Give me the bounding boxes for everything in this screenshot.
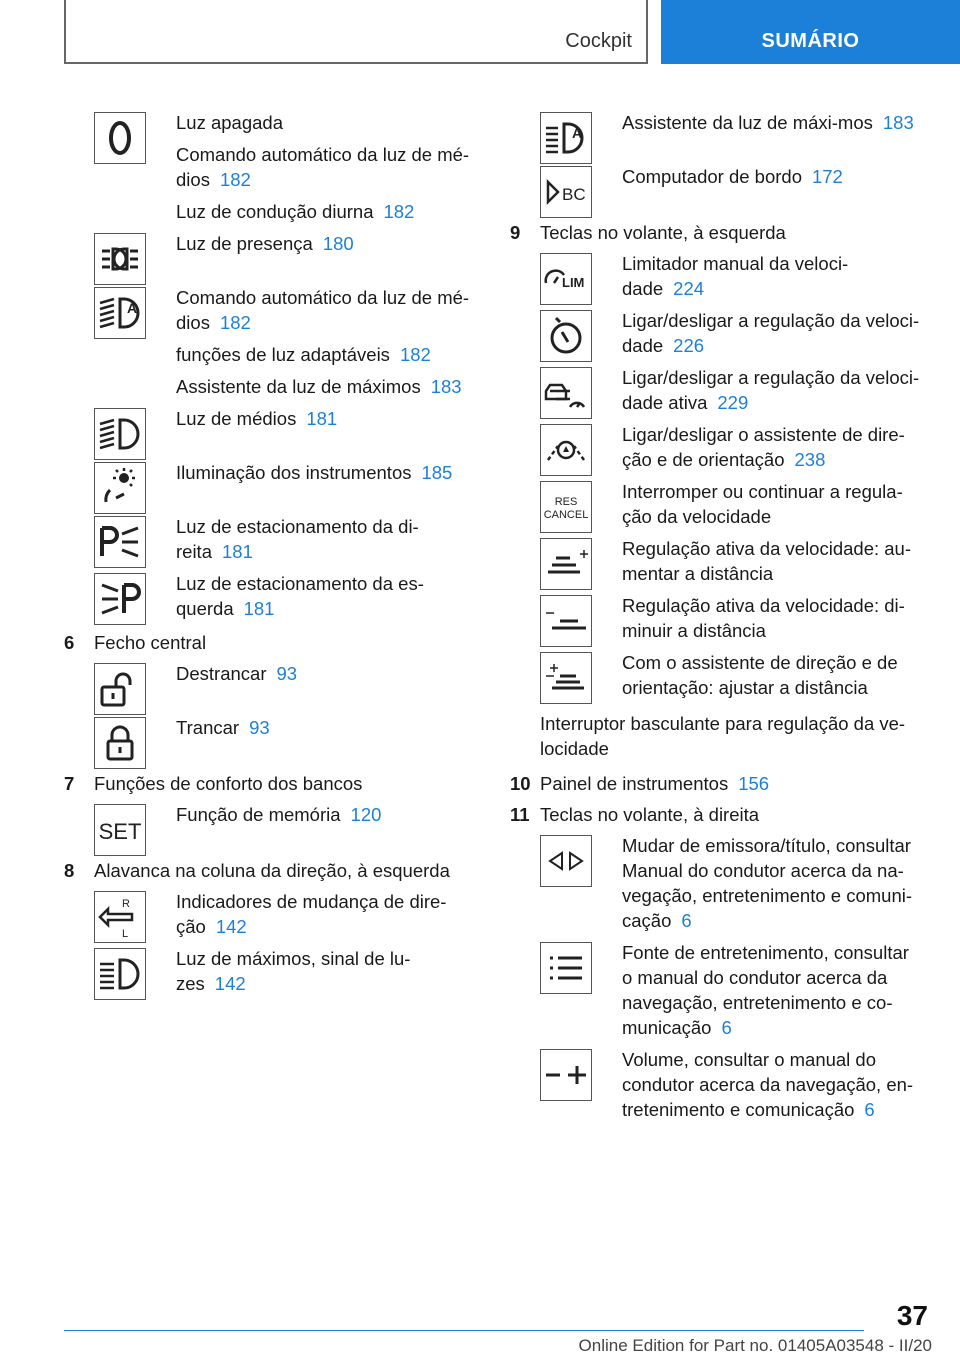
description-text: Ligar/desligar o assistente de dire-ção e de orientação — [622, 424, 905, 470]
description-text: Interromper ou continuar a regula-ção da velocidade — [622, 481, 903, 527]
description-line — [622, 650, 922, 700]
description-line — [176, 802, 476, 827]
svg-text:LIM: LIM — [562, 275, 585, 290]
symbol-description — [622, 1047, 922, 1129]
description-text: Luz de máximos, sinal de lu-zes — [176, 948, 411, 994]
auto-light-icon — [94, 287, 146, 339]
symbol-row — [540, 479, 930, 536]
list-icon — [540, 942, 592, 994]
description-text: Ligar/desligar a regulação da veloci-dade ativa — [622, 367, 920, 413]
symbol-description — [622, 110, 922, 164]
page-reference-link[interactable]: 182 — [383, 201, 415, 222]
page-reference-link[interactable]: 226 — [673, 335, 705, 356]
section-number: 11 — [510, 804, 530, 825]
description-line — [176, 199, 476, 224]
description-text: Luz de estacionamento da di-reita — [176, 516, 419, 562]
section-label — [94, 771, 484, 796]
description-line — [622, 1047, 922, 1122]
symbol-description — [176, 231, 476, 285]
page-reference-link[interactable]: 183 — [430, 376, 462, 397]
symbol-row — [540, 593, 930, 650]
symbol-description — [622, 536, 922, 593]
footer-text: Online Edition for Part no. 01405A03548 - II/20 — [578, 1336, 932, 1355]
symbol-description — [622, 365, 922, 422]
page-reference-link[interactable]: 172 — [811, 166, 843, 187]
description-line — [176, 460, 476, 485]
high-beam-icon — [94, 948, 146, 1000]
page-reference-link[interactable]: 6 — [681, 910, 692, 931]
description-line — [176, 571, 476, 621]
board-computer-icon — [540, 166, 592, 218]
distance-increase-icon — [540, 538, 592, 590]
unlock-icon — [94, 663, 146, 715]
section-heading — [64, 858, 484, 883]
description-line — [176, 406, 476, 431]
description-line — [622, 593, 922, 643]
svg-text:L: L — [122, 928, 129, 940]
symbol-row — [94, 231, 484, 285]
page-number: 37 — [896, 1300, 928, 1331]
page-reference-link[interactable]: 182 — [219, 312, 251, 333]
description-text: Comando automático da luz de mé-dios — [176, 144, 470, 190]
symbol-description — [622, 650, 922, 707]
description-text: Fonte de entretenimento, consultar o manual do condutor acerca da navegação, entretenimento e co-municação — [622, 942, 909, 1038]
section-label-text: Teclas no volante, à direita — [540, 804, 760, 825]
set-memory-icon — [94, 804, 146, 856]
symbol-description — [176, 110, 476, 231]
symbol-description — [622, 308, 922, 365]
symbol-row — [540, 365, 930, 422]
symbol-row — [94, 514, 484, 571]
parking-light-right-icon — [94, 516, 146, 568]
header-bar — [64, 0, 648, 64]
description-text: funções de luz adaptáveis — [176, 344, 390, 365]
summary-tab[interactable] — [661, 0, 960, 64]
section-heading — [510, 802, 930, 827]
description-line — [176, 342, 476, 367]
section-label — [94, 858, 484, 883]
symbol-description — [176, 460, 476, 514]
prev-next-icon — [540, 835, 592, 887]
page-reference-link[interactable]: 229 — [717, 392, 749, 413]
section-number: 9 — [510, 222, 521, 243]
section-label-text: Teclas no volante, à esquerda — [540, 222, 786, 243]
description-line — [176, 374, 476, 399]
section-title: Cockpit — [565, 30, 632, 52]
svg-text:CANCEL: CANCEL — [543, 509, 589, 521]
section-label-text: Alavanca na coluna da direção, à esquerda — [94, 860, 450, 881]
footer-divider — [64, 1330, 864, 1331]
description-line — [176, 142, 476, 192]
symbol-row — [540, 536, 930, 593]
symbol-description — [622, 940, 922, 1047]
description-line — [176, 285, 476, 335]
speed-limiter-icon — [540, 253, 592, 305]
page-reference-link[interactable]: 120 — [350, 804, 382, 825]
parking-light-left-icon — [94, 573, 146, 625]
description-text: Função de memória — [176, 804, 341, 825]
symbol-row — [94, 460, 484, 514]
page-reference-link[interactable]: 156 — [738, 773, 770, 794]
svg-text:BC: BC — [562, 185, 586, 204]
section-label — [540, 802, 930, 827]
description-text: Trancar — [176, 717, 240, 738]
symbol-row — [540, 164, 930, 218]
symbol-row — [94, 571, 484, 628]
description-line — [622, 479, 922, 529]
res-cancel-icon — [540, 481, 592, 533]
instrument-lighting-icon — [94, 462, 146, 514]
page-reference-link[interactable]: 142 — [215, 916, 247, 937]
description-line — [622, 110, 922, 135]
active-cruise-icon — [540, 367, 592, 419]
symbol-description — [176, 661, 476, 715]
page-reference-link[interactable]: 6 — [721, 1017, 732, 1038]
volume-icon — [540, 1049, 592, 1101]
section-label — [540, 771, 930, 796]
left-column — [64, 110, 484, 1003]
section-heading — [64, 630, 484, 655]
symbol-description — [622, 593, 922, 650]
symbol-row — [94, 802, 484, 856]
symbol-description — [176, 802, 476, 856]
page-reference-link[interactable]: 182 — [399, 344, 431, 365]
steering-assist-icon — [540, 424, 592, 476]
section-number: 8 — [64, 860, 75, 881]
description-line — [622, 422, 922, 472]
section-heading — [64, 771, 484, 796]
symbol-description — [622, 833, 922, 940]
description-text: Limitador manual da veloci-dade — [622, 253, 849, 299]
symbol-row — [94, 946, 484, 1003]
symbol-description — [176, 889, 476, 946]
symbol-description — [176, 514, 476, 571]
description-text: Luz apagada — [176, 112, 283, 133]
symbol-description — [622, 479, 922, 536]
section-label-text: Funções de conforto dos bancos — [94, 773, 363, 794]
symbol-row — [540, 940, 930, 1047]
turn-signal-icon — [94, 891, 146, 943]
description-line — [176, 110, 476, 135]
section-number: 7 — [64, 773, 75, 794]
section-heading — [510, 771, 930, 796]
description-line — [622, 365, 922, 415]
description-text: Iluminação dos instrumentos — [176, 462, 412, 483]
description-line — [176, 946, 476, 996]
description-line — [622, 940, 922, 1040]
page-reference-link[interactable]: 142 — [214, 973, 246, 994]
page-reference-link[interactable]: 6 — [864, 1099, 875, 1120]
section-label-text: Fecho central — [94, 632, 207, 653]
description-text: Mudar de emissora/título, consultar Manual do condutor acerca da na-vegação, entretenimento e comuni-cação — [622, 835, 913, 931]
description-text: Luz de condução diurna — [176, 201, 374, 222]
page-reference-link[interactable]: 180 — [322, 233, 354, 254]
description-line — [176, 661, 476, 686]
page-reference-link[interactable]: 182 — [219, 169, 251, 190]
lock-icon — [94, 717, 146, 769]
symbol-row — [94, 715, 484, 769]
svg-text:SET: SET — [98, 819, 142, 844]
description-line — [622, 833, 922, 933]
symbol-row — [540, 833, 930, 940]
description-line — [176, 889, 476, 939]
section-heading — [510, 220, 930, 245]
symbol-description — [176, 571, 476, 628]
description-text: Comando automático da luz de mé-dios — [176, 287, 470, 333]
symbol-description — [176, 406, 476, 460]
symbol-description — [176, 715, 476, 769]
rocker-switch-note: Interruptor basculante para regulação da ve-locidade — [540, 713, 906, 759]
light-off-icon — [94, 112, 146, 164]
description-text: Luz de médios — [176, 408, 297, 429]
svg-text:A: A — [127, 300, 138, 316]
symbol-row — [540, 422, 930, 479]
symbol-description — [176, 946, 476, 1003]
symbol-description — [622, 422, 922, 479]
description-line — [622, 251, 922, 301]
description-text: Regulação ativa da velocidade: di-minuir a distância — [622, 595, 905, 641]
symbol-row — [94, 661, 484, 715]
symbol-row — [94, 406, 484, 460]
svg-text:RES: RES — [554, 496, 578, 508]
right-column — [510, 110, 930, 1129]
page-reference-link[interactable]: 181 — [243, 598, 275, 619]
page-reference-link[interactable]: 93 — [276, 663, 298, 684]
description-line — [176, 514, 476, 564]
page-reference-link[interactable]: 224 — [673, 278, 705, 299]
svg-text:A: A — [572, 125, 583, 141]
description-text: Indicadores de mudança de dire-ção — [176, 891, 447, 937]
description-text: Assistente da luz de máximos — [176, 376, 421, 397]
page-reference-link[interactable]: 185 — [421, 462, 453, 483]
description-text: Volume, consultar o manual do condutor acerca da navegação, en-tretenimento e comunicação — [622, 1049, 914, 1120]
description-text: Regulação ativa da velocidade: au-mentar a distância — [622, 538, 911, 584]
section-number: 6 — [64, 632, 75, 653]
parking-lights-icon — [94, 233, 146, 285]
section-label — [94, 630, 484, 655]
description-text: Assistente da luz de máxi-mos — [622, 112, 873, 133]
low-beam-icon — [94, 408, 146, 460]
section-label — [540, 220, 930, 245]
symbol-description — [176, 285, 476, 406]
description-text: Com o assistente de direção e de orientação: ajustar a distância — [622, 652, 898, 698]
description-line — [176, 231, 476, 256]
page-reference-link[interactable]: 93 — [249, 717, 270, 738]
symbol-row — [540, 110, 930, 164]
page-reference-link[interactable]: 183 — [882, 112, 914, 133]
description-line — [622, 308, 922, 358]
description-text: Luz de presença — [176, 233, 313, 254]
page-reference-link[interactable]: 238 — [794, 449, 826, 470]
description-text: Destrancar — [176, 663, 267, 684]
symbol-description — [622, 251, 922, 308]
high-beam-assist-icon — [540, 112, 592, 164]
distance-adjust-icon — [540, 652, 592, 704]
symbol-row — [94, 285, 484, 406]
symbol-description — [622, 164, 922, 218]
description-text: Ligar/desligar a regulação da veloci-dade — [622, 310, 920, 356]
page-reference-link[interactable]: 181 — [222, 541, 253, 562]
section-label-text: Painel de instrumentos — [540, 773, 729, 794]
symbol-row — [94, 889, 484, 946]
symbol-row — [94, 110, 484, 231]
description-text: Luz de estacionamento da es-querda — [176, 573, 424, 619]
symbol-row — [540, 1047, 930, 1129]
symbol-row — [540, 650, 930, 707]
symbol-row — [540, 251, 930, 308]
page-reference-link[interactable]: 181 — [306, 408, 338, 429]
summary-tab-label: SUMÁRIO — [761, 30, 860, 52]
description-line — [176, 715, 476, 740]
distance-decrease-icon — [540, 595, 592, 647]
cruise-control-icon — [540, 310, 592, 362]
description-line — [622, 164, 922, 189]
section-number: 10 — [510, 773, 531, 794]
description-text: Computador de bordo — [622, 166, 802, 187]
symbol-row — [540, 308, 930, 365]
svg-text:R: R — [122, 898, 130, 910]
description-line — [622, 536, 922, 586]
